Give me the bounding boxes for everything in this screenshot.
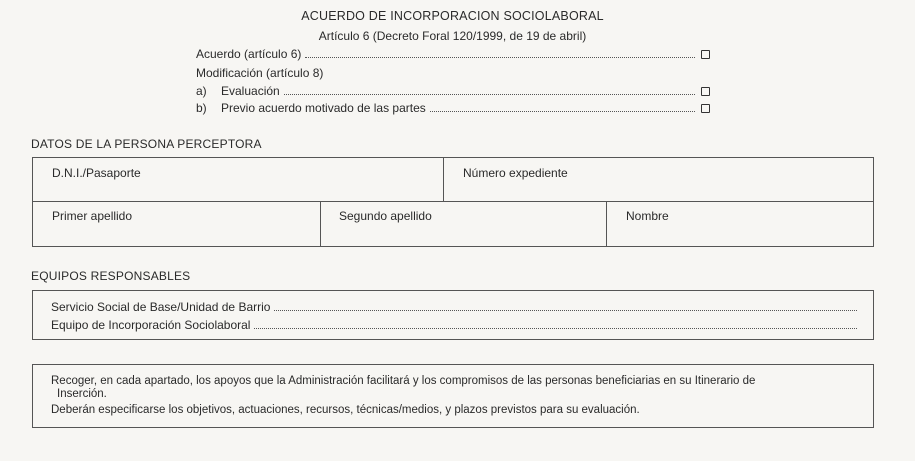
instructions-line-1: Recoger, en cada apartado, los apoyos que la Administración facilitará y los compromisos de las personas beneficiarias en su Itinerario de [51, 375, 756, 387]
option-modificacion-label: Modificación (artículo 8) [196, 66, 324, 80]
option-evaluacion [196, 84, 710, 98]
table-divider [33, 201, 873, 202]
expediente-field[interactable]: Número expediente [463, 166, 568, 180]
table-divider [606, 201, 607, 246]
option-evaluacion-label: Evaluación [221, 84, 280, 98]
equipo-incorporacion-label: Equipo de Incorporación Sociolaboral [51, 318, 251, 332]
option-acuerdo-label: Acuerdo (artículo 6) [196, 47, 302, 61]
section-heading-equipos: EQUIPOS RESPONSABLES [31, 269, 191, 283]
datos-persona-table [32, 157, 874, 247]
nombre-field[interactable]: Nombre [626, 209, 669, 223]
option-previo-acuerdo-label: Previo acuerdo motivado de las partes [221, 101, 426, 115]
instructions-line-1b: Inserción. [57, 388, 107, 400]
instructions-box [32, 364, 874, 428]
equipos-box [32, 290, 874, 340]
servicio-social-label: Servicio Social de Base/Unidad de Barrio [51, 300, 271, 314]
acuerdo-checkbox[interactable] [701, 50, 710, 59]
dotted-leader [254, 327, 857, 329]
table-divider [443, 158, 444, 201]
table-divider [320, 201, 321, 246]
segundo-apellido-field[interactable]: Segundo apellido [339, 209, 432, 223]
previo-acuerdo-checkbox[interactable] [701, 104, 710, 113]
instructions-text [51, 375, 866, 417]
instructions-line-2: Deberán especificarse los objetivos, actuaciones, recursos, técnicas/medios, y plazos previstos para su evaluación. [51, 404, 640, 416]
dotted-leader [430, 110, 695, 112]
document-title: ACUERDO DE INCORPORACION SOCIOLABORAL [301, 9, 604, 23]
option-a-letter: a) [196, 84, 207, 98]
dotted-leader [284, 93, 695, 95]
equipo-incorporacion-row[interactable] [51, 318, 857, 332]
section-heading-datos: DATOS DE LA PERSONA PERCEPTORA [31, 137, 262, 151]
option-previo-acuerdo [196, 101, 710, 115]
option-acuerdo [196, 47, 710, 61]
option-b-letter: b) [196, 101, 207, 115]
dni-field[interactable]: D.N.I./Pasaporte [52, 166, 141, 180]
option-modificacion [196, 66, 323, 80]
dotted-leader [274, 309, 857, 311]
dotted-leader [305, 56, 695, 58]
servicio-social-row[interactable] [51, 300, 857, 314]
document-subtitle: Artículo 6 (Decreto Foral 120/1999, de 19 de abril) [318, 29, 587, 43]
evaluacion-checkbox[interactable] [701, 87, 710, 96]
primer-apellido-field[interactable]: Primer apellido [52, 209, 133, 223]
